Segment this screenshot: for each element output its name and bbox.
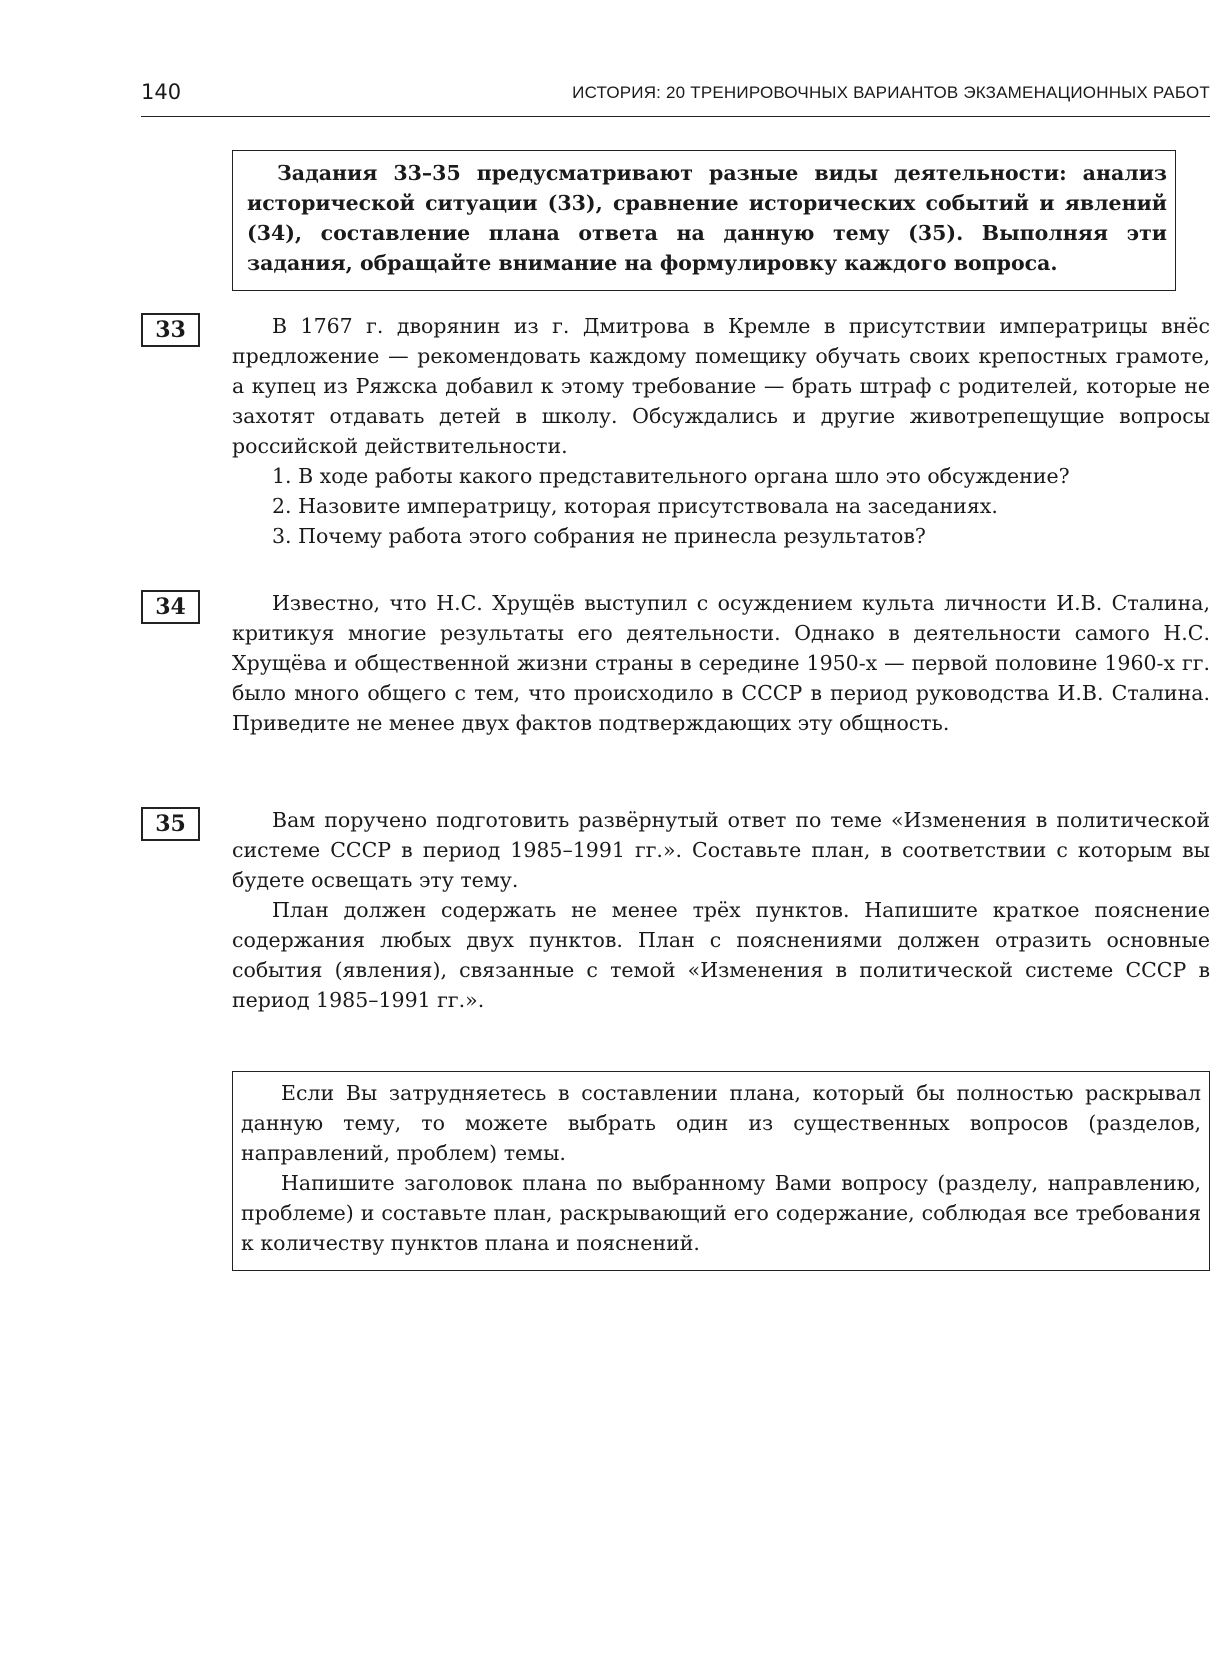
task-35-text-2: План должен содержать не менее трёх пунктов. Напишите краткое пояснение содержания любых двух пунктов. План с пояснениями должен отразить основные события (явления), связанные с темой «Изменения в политической системе СССР в период 1985–1991 гг.». xyxy=(232,898,1210,1012)
task-33-text: В 1767 г. дворянин из г. Дмитрова в Кремле в присутствии императрицы внёс предложение — рекомендовать каждому помещику обучать своих крепостных грамоте, а купец из Ряжска добавил к этому требование — брать штраф с родителей, которые не захотят отдавать детей в школу. Обсуждались и другие животрепещущие вопросы российской действительности. xyxy=(232,314,1210,458)
instructions-text: Задания 33–35 предусматривают разные виды деятельности: анализ исторической ситуации (33), сравнение исторических событий и явлений (34), составление плана ответа на данную тему (35). Выполняя эти задания, обращайте внимание на формулировку каждого вопроса. xyxy=(247,161,1167,275)
task-35-text-1: Вам поручено подготовить развёрнутый ответ по теме «Изменения в политической системе СССР в период 1985–1991 гг.». Составьте план, в соответствии с которым вы будете освещать эту тему. xyxy=(232,808,1210,892)
task-34 xyxy=(232,588,1210,738)
hint-box xyxy=(232,1071,1210,1271)
task-number-33: 33 xyxy=(141,313,200,347)
task-33-questions xyxy=(232,461,1210,551)
task-33-question-1: 1. В ходе работы какого представительного органа шло это обсуждение? xyxy=(272,464,1070,488)
running-title: ИСТОРИЯ: 20 ТРЕНИРОВОЧНЫХ ВАРИАНТОВ ЭКЗАМЕНАЦИОННЫХ РАБОТ xyxy=(572,83,1210,102)
page-header xyxy=(141,78,1210,117)
task-33-question-3: 3. Почему работа этого собрания не принесла результатов? xyxy=(272,524,926,548)
task-number-34: 34 xyxy=(141,590,200,624)
hint-text-2: Напишите заголовок плана по выбранному Вами вопросу (разделу, направлению, проблеме) и составьте план, раскрывающий его содержание, соблюдая все требования к количеству пунктов плана и пояснений. xyxy=(241,1171,1201,1255)
hint-text-1: Если Вы затрудняетесь в составлении плана, который бы полностью раскрывал данную тему, то можете выбрать один из существенных вопросов (разделов, направлений, проблем) темы. xyxy=(241,1081,1201,1165)
task-33 xyxy=(232,311,1210,551)
task-number-35: 35 xyxy=(141,807,200,841)
task-33-question-2: 2. Назовите императрицу, которая присутствовала на заседаниях. xyxy=(272,494,998,518)
instructions-box xyxy=(232,150,1176,291)
task-35 xyxy=(232,805,1210,1015)
task-34-text: Известно, что Н.С. Хрущёв выступил с осуждением культа личности И.В. Сталина, критикуя многие результаты его деятельности. Однако в деятельности самого Н.С. Хрущёва и общественной жизни страны в середине 1950-х — первой половине 1960-х гг. было много общего с тем, что происходило в СССР в период руководства И.В. Сталина. Приведите не менее двух фактов подтверждающих эту общность. xyxy=(232,591,1210,735)
page-number: 140 xyxy=(141,80,182,104)
